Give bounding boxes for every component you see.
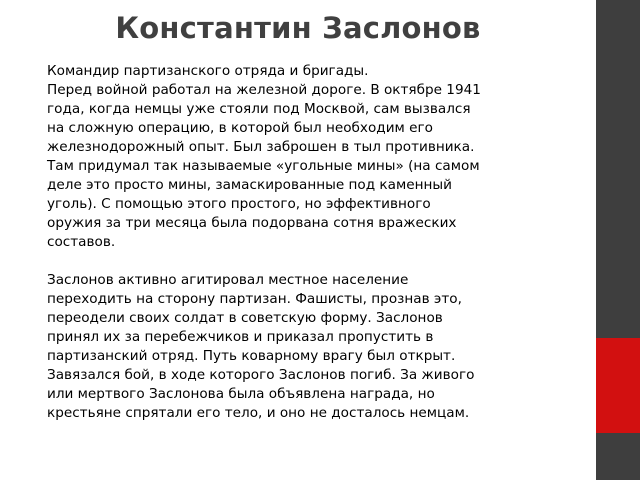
text-line: оружия за три месяца была подорвана сотня вражеских (47, 215, 457, 231)
text-line: железнодорожный опыт. Был заброшен в тыл противника. (47, 139, 475, 155)
paragraph-spacer (47, 252, 587, 271)
text-line: составов. (47, 234, 116, 250)
text-line: Там придумал так называемые «угольные мины» (на самом (47, 158, 480, 174)
text-line: года, когда немцы уже стояли под Москвой, сам вызвался (47, 101, 471, 117)
text-line: Заслонов активно агитировал местное население (47, 272, 409, 288)
text-line: переходить на сторону партизан. Фашисты, прознав это, (47, 291, 462, 307)
text-line: партизанский отряд. Путь коварному врагу был открыт. (47, 348, 456, 364)
slide-body (47, 62, 587, 423)
text-line: принял их за перебежчиков и приказал пропустить в (47, 329, 434, 345)
text-line: деле это просто мины, замаскированные под каменный (47, 177, 452, 193)
text-line: Завязался бой, в ходе которого Заслонов погиб. За живого (47, 367, 475, 383)
text-line: уголь). С помощью этого простого, но эффективного (47, 196, 431, 212)
text-line: Перед войной работал на железной дороге. В октябре 1941 (47, 82, 481, 98)
text-line: переодели своих солдат в советскую форму. Заслонов (47, 310, 443, 326)
text-line: на сложную операцию, в которой был необходим его (47, 120, 433, 136)
text-line: или мертвого Заслонова была объявлена награда, но (47, 386, 435, 402)
text-line: крестьяне спрятали его тело, и оно не досталось немцам. (47, 405, 470, 421)
decorative-accent-bar (596, 338, 640, 433)
slide-title: Константин Заслонов (115, 11, 481, 45)
text-line: Командир партизанского отряда и бригады. (47, 63, 369, 79)
